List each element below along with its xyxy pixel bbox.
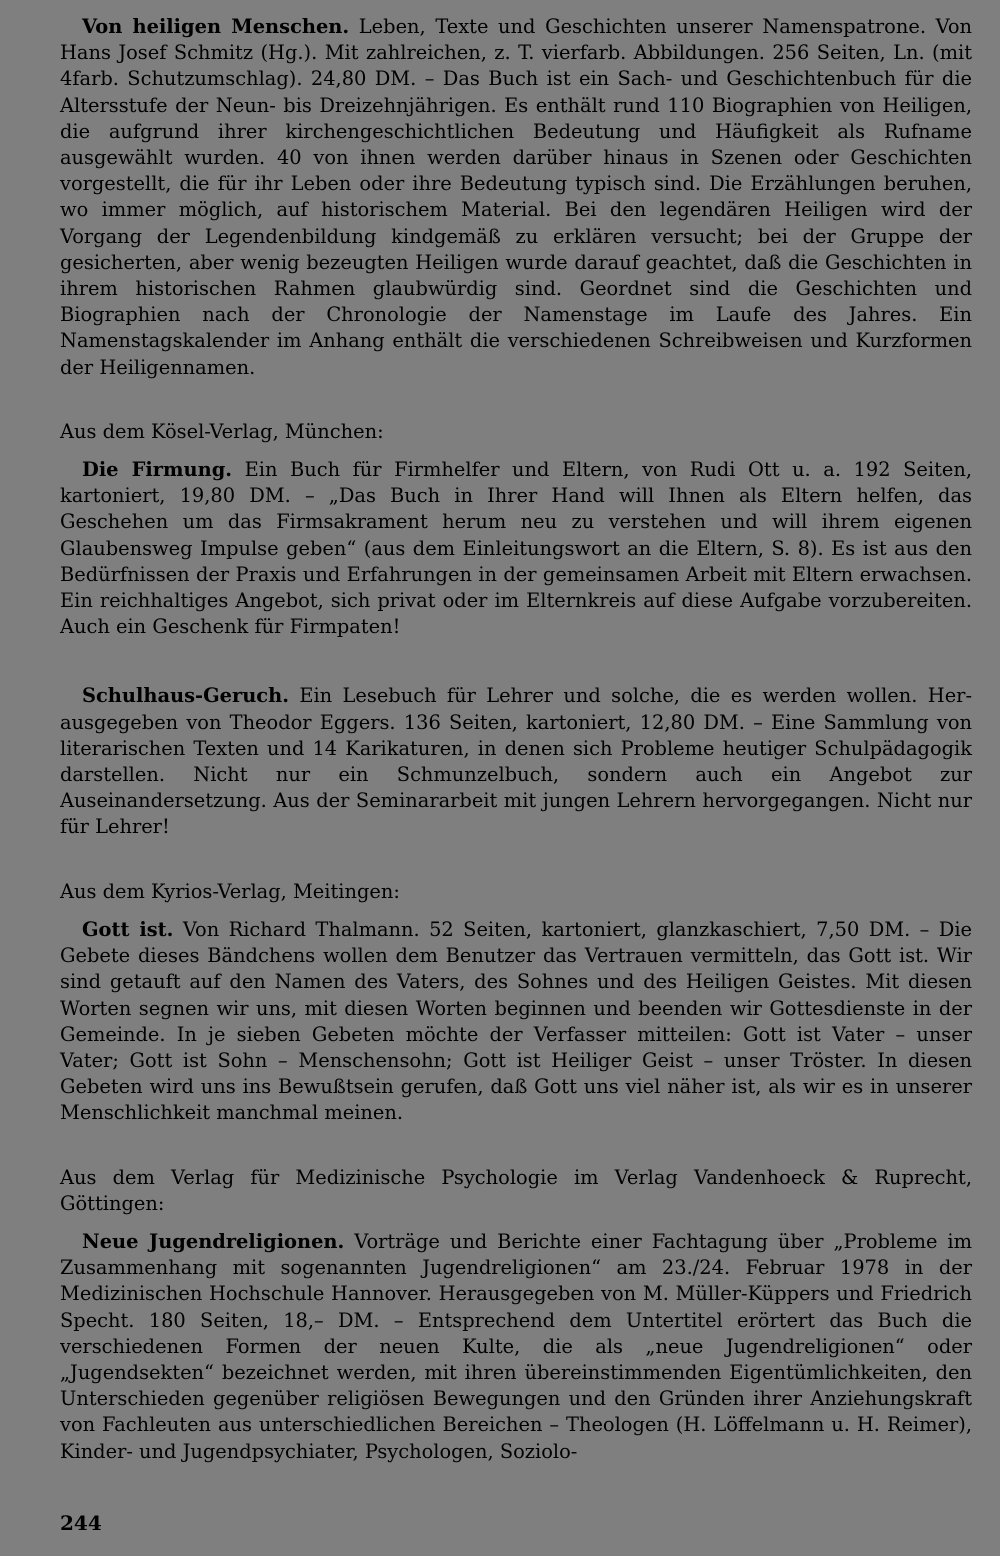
publisher-heading-vandenhoeck: Aus dem Verlag für Medizinische Psychologie im Verlag Vandenhoeck & Ruprecht, Göttingen:: [60, 1165, 972, 1215]
entry-body: Von Richard Thalmann. 52 Seiten, kartoniert, glanzkaschiert, 7,50 DM. – Die Gebete dieses Bändchens wollen dem Benutzer das Vertrauen vermitteln, das Gott ist. Wir sind getauft auf den Namen des Vaters, des Sohnes und des Heiligen Geistes. Mit diesen Worten segnen wir uns, mit diesen Worten beginnen und beenden wir Gottesdienste in der Gemeinde. In je sieben Gebeten möchte der Verfasser mitteilen: Gott ist Vater – unser Vater; Gott ist Sohn – Menschensohn; Gott ist Heiliger Geist – unser Tröster. In diesen Gebeten wird uns ins Bewußtsein gerufen, daß Gott uns viel näher ist, als wir es in unserer Menschlichkeit manchmal meinen.: [60, 917, 973, 1125]
book-entry-von-heiligen-menschen: [60, 14, 972, 381]
entry-title: Schulhaus-Geruch.: [82, 684, 289, 708]
entry-title: Neue Jugendreligionen.: [82, 1229, 345, 1253]
entry-title: Die Firmung.: [82, 458, 233, 482]
book-entry-die-firmung: [60, 457, 972, 640]
page-number: 244: [60, 1511, 102, 1535]
entry-body: Ein Buch für Firmhelfer und Eltern, von Rudi Ott u. a. 192 Seiten, kartoniert, 19,80 DM. – „Das Buch in Ihrer Hand will Ihnen als Eltern helfen, das Geschehen um das Firmsakrament herum neu zu verstehen und will ihrem eigenen Glaubensweg Impulse geben“ (aus dem Einleitungswort an die Eltern, S. 8). Es ist aus den Bedürfnissen der Praxis und Erfahrungen in der gemeinsamen Arbeit mit Eltern erwachsen. Ein reichhaltiges Angebot, sich privat oder im Elternkreis auf diese Aufgabe vorzubereiten. Auch ein Geschenk für Firmpaten!: [60, 458, 972, 639]
publisher-heading-koesel: Aus dem Kösel-Verlag, München:: [60, 419, 384, 443]
book-entry-gott-ist: [60, 917, 972, 1127]
book-entry-neue-jugendreligionen: [60, 1229, 972, 1465]
entry-body: Leben, Texte und Geschichten unserer Namenspatrone. Von Hans Josef Schmitz (Hg.). Mit zahlreichen, z. T. vierfarb. Abbildungen. 256 Seiten, Ln. (mit 4farb. Schutzumschlag). 24,80 DM. – Das Buch ist ein Sach- und Geschichtenbuch für die Altersstufe der Neun- bis Dreizehnjährigen. Es enthält rund 110 Biographien von Heiligen, die aufgrund ihrer kirchengeschichtlichen Bedeutung und Häufigkeit als Rufname ausgewählt wurden. 40 von ihnen werden darüber hinaus in Szenen oder Geschichten vorgestellt, die für ihr Leben oder ihre Bedeutung typisch sind. Die Erzählungen beruhen, wo immer möglich, auf historischem Material. Bei den legendären Heiligen wird der Vorgang der Legendenbildung kindgemäß zu erklären versucht; bei der Gruppe der gesicherten, aber wenig bezeugten Heiligen wurde darauf geachtet, daß die Geschichten in ihrem historischen Rahmen glaubwürdig sind. Geordnet sind die Geschichten und Biographien nach der Chronologie der Namenstage im Laufe des Jahres. Ein Namenstagskalender im Anhang enthält die verschiedenen Schreibweisen und Kurzformen der Heiligennamen.: [60, 15, 972, 379]
entry-body: Ein Lesebuch für Lehrer und solche, die es werden wollen. Herausgegeben von Theodor Eggers. 136 Seiten, kartoniert, 12,80 DM. – Eine Sammlung von literarischen Texten und 14 Karikaturen, in denen sich Probleme heutiger Schulpädagogik darstellen. Nicht nur ein Schmunzelbuch, sondern auch ein Angebot zur Auseinandersetzung. Aus der Seminararbeit mit jungen Lehrern hervorgegangen. Nicht nur für Lehrer!: [60, 684, 972, 839]
entry-body: Vorträge und Berichte einer Fachtagung über „Probleme im Zusammenhang mit sogenannten Jugendreligionen“ am 23./24. Februar 1978 in der Medizinischen Hochschule Hannover. Herausgegeben von M. Müller-Küppers und Friedrich Specht. 180 Seiten, 18,– DM. – Entsprechend dem Untertitel erörtert das Buch die verschiedenen Formen der neuen Kulte, die als „neue Jugendreligionen“ oder „Jugendsekten“ bezeichnet werden, mit ihren übereinstimmenden Eigentümlichkeiten, den Unterschieden gegenüber religiösen Bewegungen und den Gründen ihrer Anziehungskraft von Fachleuten aus unterschiedlichen Bereichen – Theologen (H. Löffelmann u. H. Reimer), Kinder- und Jugendpsychiater, Psychologen, Soziolo-: [60, 1229, 972, 1463]
entry-title: Von heiligen Menschen.: [82, 15, 350, 38]
entry-title: Gott ist.: [82, 917, 174, 941]
book-entry-schulhaus-geruch: [60, 683, 972, 840]
publisher-heading-kyrios: Aus dem Kyrios-Verlag, Meitingen:: [60, 879, 400, 903]
